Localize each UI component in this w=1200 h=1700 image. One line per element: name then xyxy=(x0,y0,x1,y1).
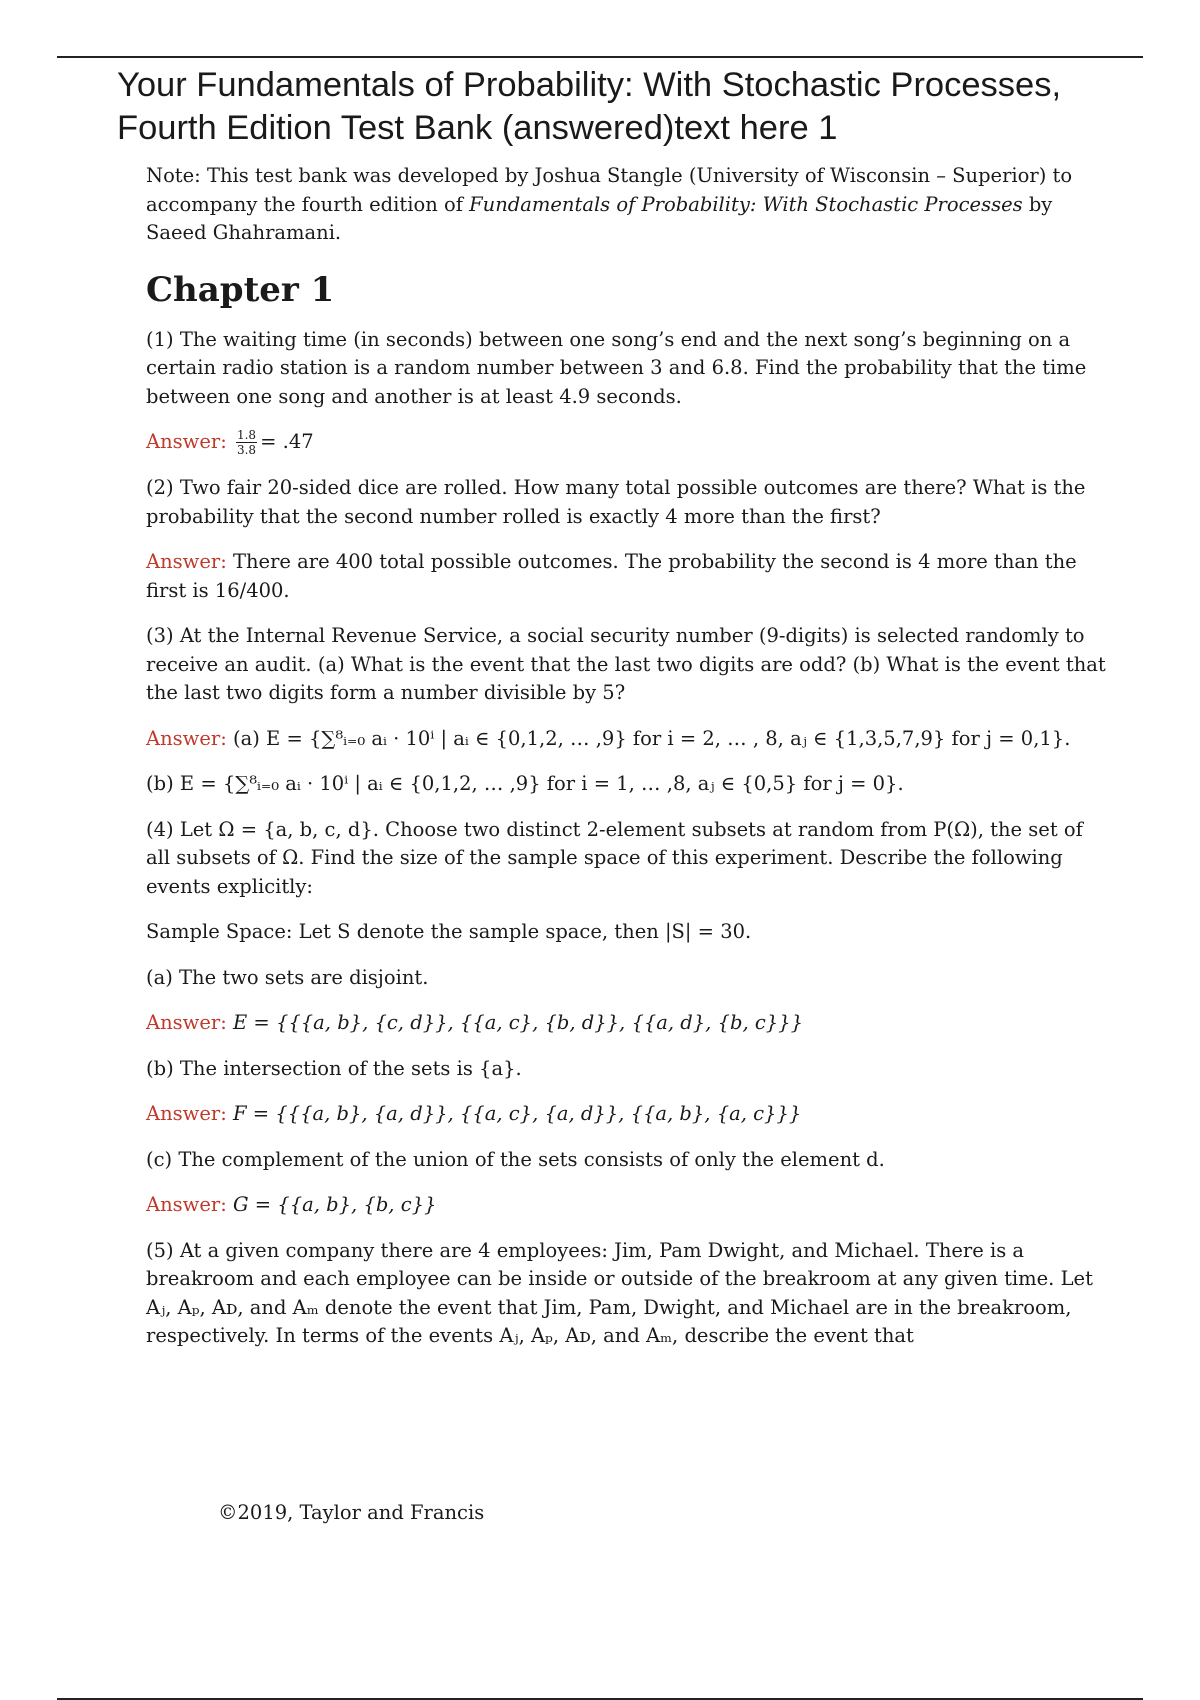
answer-2-text: There are 400 total possible outcomes. The probability the second is 4 more than the first is 16/400. xyxy=(146,550,1077,602)
question-3: (3) At the Internal Revenue Service, a social security number (9-digits) is selected randomly to receive an audit. (a) What is the event that the last two digits are odd? (b) What is the event that the last two digits form a number divisible by 5? xyxy=(146,624,1106,704)
note-paragraph xyxy=(146,162,1106,248)
answer-3b: (b) E = {∑⁸ᵢ₌₀ aᵢ · 10ⁱ | aᵢ ∈ {0,1,2, … ,9} for i = 1, … ,8, aⱼ ∈ {0,5} for j = 0}. xyxy=(146,772,904,795)
question-5: (5) At a given company there are 4 employees: Jim, Pam Dwight, and Michael. There is a breakroom and each employee can be inside or outside of the breakroom at any given time. Let Aⱼ, Aₚ, Aᴅ, and Aₘ denote the event that Jim, Pam, Dwight, and Michael are in the breakroom, respectively. In terms of the events Aⱼ, Aₚ, Aᴅ, and Aₘ, describe the event that xyxy=(146,1238,1093,1347)
answer-4b xyxy=(146,1100,1106,1129)
answer-label: Answer: xyxy=(146,550,227,573)
sample-space: Sample Space: Let S denote the sample space, then |S| = 30. xyxy=(146,920,752,943)
copyright-footer: ©2019, Taylor and Francis xyxy=(218,1501,485,1524)
answer-label: Answer: xyxy=(146,1102,227,1125)
question-4a: (a) The two sets are disjoint. xyxy=(146,965,429,989)
chapter-heading: Chapter 1 xyxy=(146,269,335,310)
answer-4a-text: E = {{{a, b}, {c, d}}, {{a, c}, {b, d}}, {{a, d}, {b, c}}} xyxy=(232,1011,803,1034)
question-2: (2) Two fair 20-sided dice are rolled. How many total possible outcomes are there? What is the probability that the second number rolled is exactly 4 more than the first? xyxy=(146,476,1086,528)
document-title: Your Fundamentals of Probability: With Stochastic Processes, Fourth Edition Test Bank (answered)text here 1 xyxy=(117,66,1062,147)
question-1: (1) The waiting time (in seconds) between one song’s end and the next song’s beginning on a certain radio station is a random number between 3 and 6.8. Find the probability that the time between one song and another is at least 4.9 seconds. xyxy=(146,327,1087,408)
answer-label: Answer: xyxy=(146,430,227,453)
answer-1-result: = .47 xyxy=(260,430,314,453)
answer-4b-text: F = {{{a, b}, {a, d}}, {{a, c}, {a, d}}, {{a, b}, {a, c}}} xyxy=(232,1102,802,1125)
answer-label: Answer: xyxy=(146,726,227,750)
document-body xyxy=(146,162,1106,1368)
note-suffix: by Saeed Ghahramani. xyxy=(146,192,1053,244)
note-prefix: Note: This test bank was developed by Joshua Stangle (University of Wisconsin – Superior) to accompany the fourth edition of xyxy=(146,164,1073,216)
answer-4c-text: G = {{a, b}, {b, c}} xyxy=(232,1193,437,1216)
answer-2 xyxy=(146,548,1106,605)
fraction xyxy=(236,428,257,457)
note-book-title: Fundamentals of Probability: With Stochastic Processes xyxy=(469,192,1023,216)
fraction-denominator: 3.8 xyxy=(236,443,257,457)
answer-label: Answer: xyxy=(146,1193,227,1216)
question-4b: (b) The intersection of the sets is {a}. xyxy=(146,1056,522,1080)
answer-label: Answer: xyxy=(146,1011,227,1034)
question-4: (4) Let Ω = {a, b, c, d}. Choose two distinct 2-element subsets at random from P(Ω), the set of all subsets of Ω. Find the size of the sample space of this experiment. Describe the following events explicitly: xyxy=(146,817,1083,898)
top-rule xyxy=(57,56,1143,58)
fraction-numerator: 1.8 xyxy=(236,428,257,442)
question-4c: (c) The complement of the union of the sets consists of only the element d. xyxy=(146,1147,885,1171)
answer-1 xyxy=(146,428,1106,457)
answer-4c xyxy=(146,1191,1106,1220)
answer-3a-text: (a) E = {∑⁸ᵢ₌₀ aᵢ · 10ⁱ | aᵢ ∈ {0,1,2, … ,9} for i = 2, … , 8, aⱼ ∈ {1,3,5,7,9} for j = 0,1}. xyxy=(232,726,1071,750)
answer-4a xyxy=(146,1009,1106,1038)
answer-3a xyxy=(146,725,1106,754)
